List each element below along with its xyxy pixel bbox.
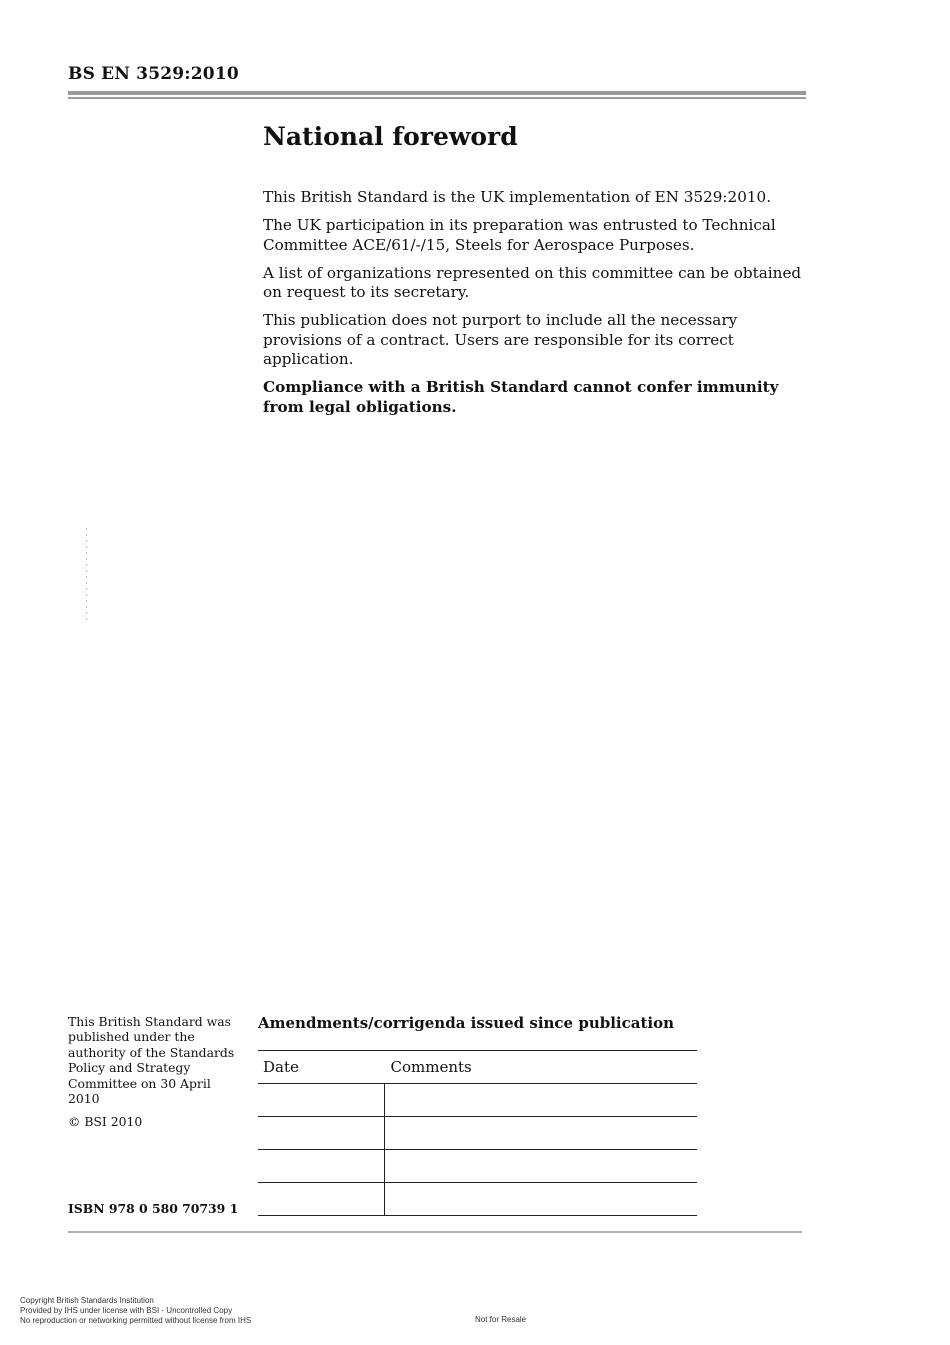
date-cell bbox=[258, 1084, 385, 1117]
foreword-paragraph: This publication does not purport to include all the necessary provisions of a contract. Users are responsible for its correct application. bbox=[263, 311, 738, 368]
header-rule-thick bbox=[68, 91, 806, 95]
footer-rule bbox=[68, 1231, 802, 1233]
foreword-paragraph: The UK participation in its preparation was entrusted to Technical Committee ACE/61/-/15, Steels for Aerospace Purposes. bbox=[263, 216, 776, 254]
amendments-table bbox=[258, 1050, 697, 1216]
comments-cell bbox=[385, 1117, 698, 1150]
foreword-body bbox=[263, 188, 803, 426]
header-rule-thin bbox=[68, 97, 806, 99]
date-cell bbox=[258, 1117, 385, 1150]
comments-cell bbox=[385, 1084, 698, 1117]
compliance-notice: Compliance with a British Standard cannot confer immunity from legal obligations. bbox=[263, 378, 779, 416]
copyright-notice: © BSI 2010 bbox=[68, 1114, 143, 1130]
isbn: ISBN 978 0 580 70739 1 bbox=[68, 1201, 239, 1216]
standard-id: BS EN 3529:2010 bbox=[68, 64, 239, 84]
comments-cell bbox=[385, 1150, 698, 1183]
amendments-title: Amendments/corrigenda issued since publication bbox=[258, 1014, 674, 1032]
page-title: National foreword bbox=[263, 122, 518, 151]
publication-info bbox=[68, 1014, 238, 1130]
margin-mark bbox=[86, 528, 87, 624]
column-header-date: Date bbox=[258, 1051, 385, 1084]
license-footer bbox=[20, 1296, 251, 1326]
column-header-comments: Comments bbox=[385, 1051, 698, 1084]
foreword-paragraph: This British Standard is the UK implementation of EN 3529:2010. bbox=[263, 188, 772, 206]
table-header-row bbox=[258, 1051, 697, 1084]
comments-cell bbox=[385, 1183, 698, 1216]
table-row bbox=[258, 1117, 697, 1150]
table-row bbox=[258, 1150, 697, 1183]
footer-line: No reproduction or networking permitted without license from IHS bbox=[20, 1316, 252, 1325]
table-row bbox=[258, 1183, 697, 1216]
table-row bbox=[258, 1084, 697, 1117]
footer-line: Provided by IHS under license with BSI - Uncontrolled Copy bbox=[20, 1306, 233, 1315]
date-cell bbox=[258, 1150, 385, 1183]
footer-line: Copyright British Standards Institution bbox=[20, 1296, 154, 1305]
date-cell bbox=[258, 1183, 385, 1216]
publication-statement: This British Standard was published under the authority of the Standards Policy and Strategy Committee on 30 April 2010 bbox=[68, 1014, 235, 1107]
foreword-paragraph: A list of organizations represented on this committee can be obtained on request to its secretary. bbox=[263, 263, 802, 301]
resale-note: Not for Resale bbox=[475, 1315, 527, 1324]
